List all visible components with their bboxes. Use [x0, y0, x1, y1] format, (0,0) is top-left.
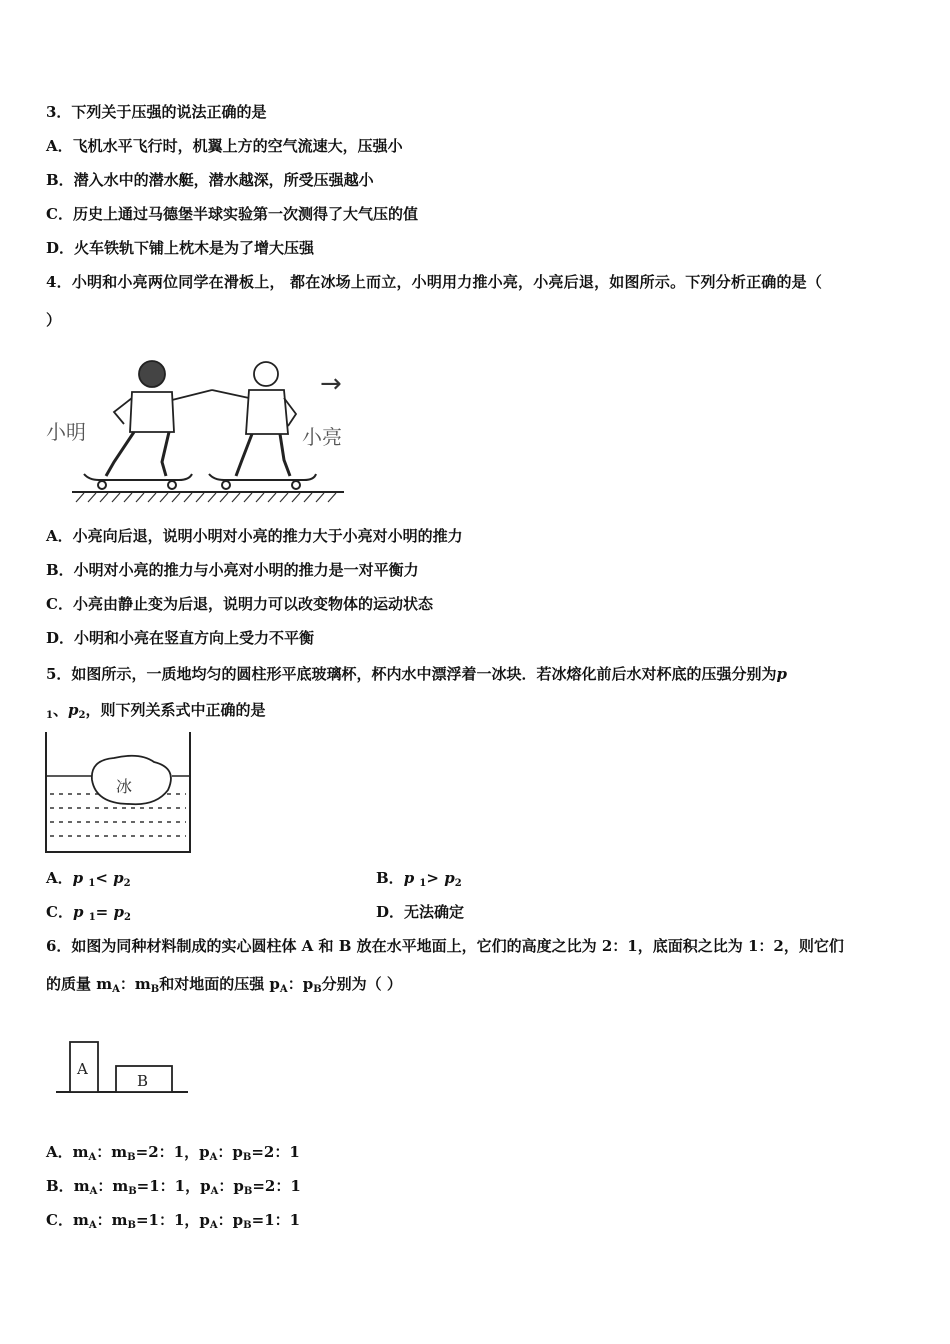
label-xiaoliang: 小亮 — [302, 425, 342, 449]
q6-option-a: A．$m_A$：$m_B=2$：1，$p_A$：$p_B=2$：1 — [46, 1143, 300, 1163]
text: A． — [46, 1143, 73, 1161]
text: C． — [46, 903, 73, 921]
q4-option-c: C．小亮由静止变为后退，说明力可以改变物体的运动状态 — [46, 595, 433, 613]
skateboard-right — [209, 474, 316, 489]
q3-option-d: D．火车铁轨下铺上枕木是为了增大压强 — [46, 239, 315, 257]
q6-cylinders-figure — [54, 1036, 194, 1096]
q5-stem — [46, 664, 787, 684]
text: =2：1， — [135, 1143, 200, 1161]
text: p — [233, 1177, 244, 1195]
text: 和对地面的压强 p — [159, 975, 280, 993]
text: =1：1， — [136, 1177, 201, 1195]
text: 分别为（ ） — [321, 975, 402, 993]
text: < — [95, 869, 108, 887]
sub: A — [112, 984, 120, 995]
text: m — [72, 1143, 89, 1161]
q5-option-d: D．无法确定 — [376, 903, 465, 921]
text: > — [426, 869, 439, 887]
sub: B — [243, 1220, 252, 1231]
text: =1：1 — [251, 1211, 301, 1229]
q4-option-d: D．小明和小亮在竖直方向上受力不平衡 — [46, 629, 315, 647]
sub: A — [88, 1152, 97, 1163]
text: m — [111, 1143, 128, 1161]
arrow-right-icon: → — [320, 369, 342, 399]
text: 、 — [52, 701, 68, 719]
var: p — [67, 701, 79, 719]
text: ，则下列关系式中正确的是 — [85, 701, 266, 719]
text: ：p — [287, 975, 314, 993]
var: p — [113, 903, 124, 921]
person-xiaoming — [106, 361, 212, 476]
sub: 1 — [46, 710, 53, 721]
q4-skaters-figure — [44, 352, 364, 512]
sub: B — [243, 1186, 253, 1197]
text: p — [199, 1143, 210, 1161]
sub: A — [89, 1186, 98, 1197]
q3-stem: 3．下列关于压强的说法正确的是 — [46, 103, 267, 121]
sub: B — [127, 1220, 136, 1231]
q5-option-b — [376, 868, 462, 894]
sub: A — [88, 1220, 97, 1231]
sub: B — [150, 984, 160, 995]
text: p — [232, 1143, 243, 1161]
sub: 1 — [88, 878, 96, 889]
sub: B — [128, 1186, 137, 1197]
var: p — [72, 869, 84, 887]
var: p — [113, 869, 124, 887]
sub: 2 — [123, 912, 131, 923]
text: =1：1， — [135, 1211, 200, 1229]
q3-option-a: A．飞机水平飞行时，机翼上方的空气流速大，压强小 — [46, 137, 403, 155]
q5-glass-figure — [44, 732, 194, 856]
q5-option-a — [46, 868, 131, 894]
text: B． — [376, 869, 404, 887]
q4-option-b: B．小明对小亮的推力与小亮对小明的推力是一对平衡力 — [46, 561, 419, 579]
sub: A — [279, 984, 288, 995]
q6-stem: 6．如图为同种材料制成的实心圆柱体 A 和 B 放在水平地面上，它们的高度之比为 2：1，底面积之比为 1：2，则它们 — [46, 937, 844, 955]
q4-stem: 4．小明和小亮两位同学在滑板上， 都在冰场上而立，小明用力推小亮，小亮后退，如图所示。下列分析正确的是（ — [46, 273, 823, 291]
sub: 2 — [454, 878, 462, 889]
sub: B — [313, 984, 322, 995]
text: m — [72, 1211, 89, 1229]
q4-stem-close: ） — [46, 311, 62, 329]
text: m — [112, 1177, 129, 1195]
q5-stem-cont — [46, 700, 265, 726]
cylinder-b-label: B — [137, 1072, 149, 1090]
sub: B — [127, 1152, 136, 1163]
ice-label: 冰 — [116, 777, 133, 796]
sub: A — [209, 1220, 218, 1231]
skateboard-left — [84, 474, 192, 489]
text: = — [95, 903, 109, 921]
q6-option-b: B．$m_A$：$m_B=1$：1，$p_A$：$p_B=2$：1 — [46, 1177, 301, 1197]
sub: 2 — [78, 710, 86, 721]
var: p — [444, 869, 455, 887]
sub: 1 — [88, 912, 96, 923]
q5-option-c — [46, 902, 131, 928]
sub: 2 — [123, 878, 131, 889]
sub: A — [210, 1186, 219, 1197]
text: B． — [46, 1177, 74, 1195]
label-xiaoming: 小明 — [46, 420, 86, 444]
text: p — [200, 1177, 211, 1195]
text: =2：1 — [252, 1177, 301, 1195]
cylinder-a-label: A — [77, 1060, 88, 1078]
q6-option-c: C．$m_A$：$m_B=1$：1，$p_A$：$p_B=1$：1 — [46, 1211, 301, 1231]
sub: 1 — [419, 878, 427, 889]
text: m — [73, 1177, 90, 1195]
text: m — [111, 1211, 128, 1229]
q3-option-c: C．历史上通过马德堡半球实验第一次测得了大气压的值 — [46, 205, 418, 223]
sub: B — [242, 1152, 252, 1163]
text: p — [199, 1211, 210, 1229]
q4-option-a: A．小亮向后退，说明小明对小亮的推力大于小亮对小明的推力 — [46, 527, 463, 545]
q5-stem-var: p — [776, 665, 787, 683]
text: p — [232, 1211, 244, 1229]
text: =2：1 — [251, 1143, 300, 1161]
sub: A — [209, 1152, 218, 1163]
person-xiaoliang — [212, 362, 296, 476]
var: p — [403, 869, 415, 887]
text: A． — [46, 869, 73, 887]
q5-stem-text: 5．如图所示，一质地均匀的圆柱形平底玻璃杯，杯内水中漂浮着一冰块．若冰熔化前后水对杯底的压强分别为 — [46, 665, 777, 683]
q3-option-b: B．潜入水中的潜水艇，潜水越深，所受压强越小 — [46, 171, 374, 189]
text: ：m — [119, 975, 151, 993]
var: p — [72, 903, 84, 921]
q6-stem-cont — [46, 974, 402, 1000]
text: C． — [46, 1211, 73, 1229]
text: 的质量 m — [46, 975, 113, 993]
